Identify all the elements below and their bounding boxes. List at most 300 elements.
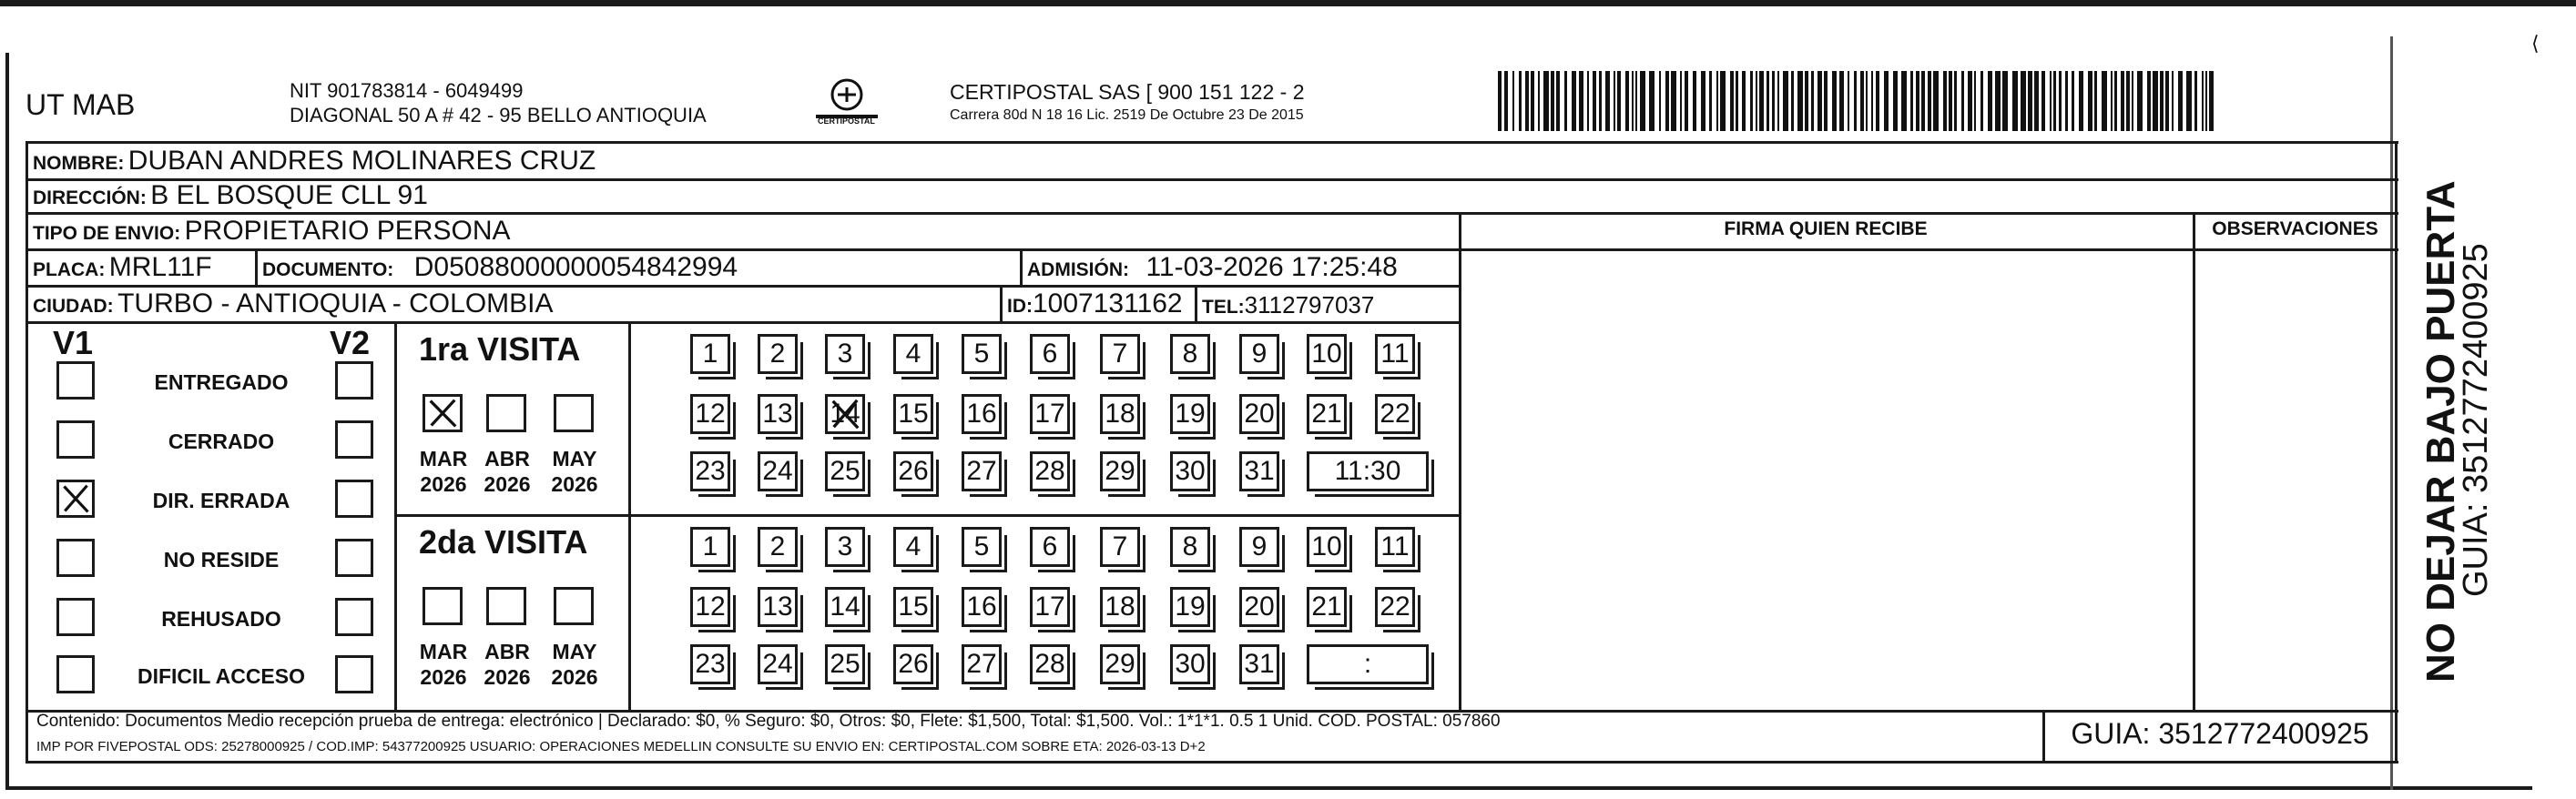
day-cell[interactable] <box>962 451 1002 491</box>
col-line <box>255 248 258 285</box>
barcode-bar <box>2072 71 2074 131</box>
day-cell[interactable] <box>1030 334 1070 374</box>
day-cell[interactable] <box>1030 394 1070 434</box>
tel-label: TEL: <box>1202 297 1245 318</box>
v1-checkbox[interactable] <box>56 598 95 636</box>
day-number: 8 <box>1182 531 1198 561</box>
barcode-bar <box>1632 71 1634 131</box>
barcode-bar <box>2102 71 2107 131</box>
right-frame <box>2390 36 2393 790</box>
col-line <box>1195 285 1197 321</box>
day-number: 26 <box>898 456 929 486</box>
barcode-bar <box>2079 71 2083 131</box>
status-option-label: ENTREGADO <box>154 370 289 394</box>
day-cell[interactable] <box>962 394 1002 434</box>
day-cell[interactable] <box>690 644 730 684</box>
v2-checkbox[interactable] <box>335 361 373 400</box>
day-number: 14 <box>830 399 860 429</box>
x-mark-icon <box>59 482 92 515</box>
day-cell[interactable] <box>1170 644 1210 684</box>
barcode-bar <box>1720 71 1726 131</box>
day-cell[interactable] <box>1239 394 1279 434</box>
day-number: 24 <box>762 456 793 486</box>
day-cell[interactable] <box>825 394 865 434</box>
day-cell[interactable] <box>825 334 865 374</box>
tel-row <box>1202 291 1374 319</box>
day-cell[interactable] <box>1239 451 1279 491</box>
barcode-bar <box>1538 71 1540 131</box>
day-number: 23 <box>695 649 726 679</box>
observaciones-header: OBSERVACIONES <box>2212 218 2378 239</box>
barcode-bar <box>1709 71 1712 131</box>
year-label: 2026 <box>551 472 598 496</box>
day-number: 19 <box>1175 592 1206 622</box>
day-cell[interactable] <box>1170 527 1210 567</box>
day-cell[interactable] <box>962 587 1002 627</box>
day-cell[interactable] <box>1100 587 1140 627</box>
day-cell[interactable] <box>1100 527 1140 567</box>
day-cell[interactable] <box>825 527 865 567</box>
day-number: 11 <box>1380 339 1410 369</box>
day-cell[interactable] <box>1170 394 1210 434</box>
left-frame <box>5 53 9 790</box>
day-number: 15 <box>898 399 929 429</box>
barcode-bar <box>1974 71 1976 131</box>
day-cell[interactable] <box>893 587 933 627</box>
v2-checkbox[interactable] <box>335 480 373 518</box>
barcode-bar <box>1543 71 1549 131</box>
barcode-bar <box>1730 71 1734 131</box>
col-line <box>1020 248 1023 285</box>
v2-checkbox[interactable] <box>335 598 373 636</box>
day-cell[interactable] <box>1307 334 1347 374</box>
barcode-bar <box>1839 71 1844 131</box>
company-name: CERTIPOSTAL SAS [ 900 151 122 - 2 <box>950 80 1305 104</box>
day-cell[interactable] <box>1030 644 1070 684</box>
ciudad-row <box>33 288 554 319</box>
day-number: 20 <box>1244 592 1275 622</box>
day-number: 24 <box>762 649 793 679</box>
day-number: 18 <box>1105 399 1135 429</box>
v1-checkbox[interactable] <box>56 420 95 459</box>
day-cell[interactable] <box>825 644 865 684</box>
nombre-value: DUBAN ANDRES MOLINARES CRUZ <box>127 146 596 176</box>
v1-label: V1 <box>53 324 94 361</box>
day-cell[interactable] <box>690 451 730 491</box>
status-option-label: DIFICIL ACCESO <box>137 664 305 688</box>
barcode-bar <box>1680 71 1682 131</box>
barcode-bar <box>1921 71 1925 131</box>
barcode-bar <box>1512 71 1514 131</box>
sender-nit: NIT 901783814 - 6049499 <box>290 79 524 102</box>
barcode-bar <box>1797 71 1803 131</box>
sender-address: DIAGONAL 50 A # 42 - 95 BELLO ANTIOQUIA <box>290 104 707 126</box>
side-warning: NO DEJAR BAJO PUERTA <box>2418 180 2463 683</box>
barcode-bar <box>1605 71 1610 131</box>
barcode-bar <box>2094 71 2097 131</box>
day-cell[interactable] <box>758 451 798 491</box>
barcode-bar <box>2121 71 2124 131</box>
x-mark-icon <box>828 397 862 431</box>
logo-text: CERTIPOSTAL <box>818 116 875 126</box>
id-row <box>1007 288 1183 319</box>
placa-row <box>33 252 212 283</box>
barcode-bar <box>1767 71 1769 131</box>
barcode-bar <box>1791 71 1794 131</box>
day-cell[interactable] <box>1239 587 1279 627</box>
barcode-bar <box>2165 71 2169 131</box>
barcode-bar <box>2160 71 2164 131</box>
barcode-bar <box>2012 71 2018 131</box>
documento-value: D05088000000054842994 <box>413 252 738 282</box>
day-number: 3 <box>837 531 853 561</box>
barcode-bar <box>1854 71 1857 131</box>
firma-header: FIRMA QUIEN RECIBE <box>1724 218 1928 239</box>
day-cell[interactable] <box>690 334 730 374</box>
day-number: 11 <box>1380 531 1410 561</box>
day-cell[interactable] <box>962 527 1002 567</box>
year-label: 2026 <box>420 665 467 689</box>
barcode-bar <box>1933 71 1939 131</box>
day-cell[interactable] <box>825 587 865 627</box>
day-cell[interactable] <box>1307 394 1347 434</box>
year-label: 2026 <box>420 472 467 496</box>
month-label: ABR <box>484 447 530 470</box>
barcode-bar <box>1811 71 1814 131</box>
barcode-bar <box>1916 71 1919 131</box>
day-number: 16 <box>966 399 997 429</box>
day-number: 31 <box>1244 649 1275 679</box>
table-left <box>25 141 28 713</box>
barcode-bar <box>1980 71 1983 131</box>
day-number: 15 <box>898 592 929 622</box>
barcode-bar <box>1949 71 1952 131</box>
time-field[interactable] <box>1307 451 1429 491</box>
barcode-bar <box>1599 71 1602 131</box>
barcode-bar <box>2147 71 2151 131</box>
day-number: 13 <box>762 592 793 622</box>
v1-checkbox[interactable] <box>56 361 95 400</box>
day-number: 6 <box>1042 339 1058 369</box>
v2-label: V2 <box>330 324 371 361</box>
day-cell[interactable] <box>1307 527 1347 567</box>
day-cell[interactable] <box>1170 587 1210 627</box>
barcode-bar <box>1531 71 1534 131</box>
day-number: 26 <box>898 649 929 679</box>
v1-checkbox[interactable] <box>56 655 95 693</box>
top-border <box>0 0 2576 6</box>
barcode-bar <box>1884 71 1889 131</box>
time-field[interactable] <box>1307 644 1429 684</box>
ciudad-label: CIUDAD: <box>33 296 114 317</box>
day-number: 9 <box>1251 339 1268 369</box>
day-cell[interactable] <box>893 527 933 567</box>
day-number: 2 <box>769 531 786 561</box>
barcode-bar <box>1659 71 1661 131</box>
month-checkbox[interactable] <box>486 394 526 432</box>
month-checkbox[interactable] <box>554 394 594 432</box>
day-number: 27 <box>966 456 997 486</box>
month-checkbox[interactable] <box>423 587 463 625</box>
day-number: 30 <box>1175 649 1206 679</box>
day-number: 25 <box>830 649 860 679</box>
barcode-bar <box>1593 71 1596 131</box>
barcode-bar <box>2202 71 2204 131</box>
barcode-bar <box>1995 71 2001 131</box>
day-cell[interactable] <box>1100 394 1140 434</box>
barcode-bar <box>1968 71 1972 131</box>
day-cell[interactable] <box>1239 644 1279 684</box>
barcode-bar <box>1640 71 1645 131</box>
barcode-bar <box>1759 71 1764 131</box>
status-option-label: NO RESIDE <box>163 548 280 571</box>
barcode-bar <box>1910 71 1913 131</box>
documento-label: DOCUMENTO: <box>262 259 394 280</box>
month-item <box>543 639 606 690</box>
month-label: MAY <box>552 447 597 470</box>
day-cell[interactable] <box>758 394 798 434</box>
side-guia: GUIA: 3512772400925 <box>2457 243 2495 597</box>
admision-value: 11-03-2026 17:25:48 <box>1145 252 1398 282</box>
day-number: 8 <box>1182 339 1198 369</box>
day-number: 1 <box>702 531 718 561</box>
barcode-bar <box>1519 71 1522 131</box>
day-number: 10 <box>1311 531 1342 561</box>
time-value: 11:30 <box>1334 456 1401 486</box>
barcode-bar <box>2132 71 2133 131</box>
row-line <box>394 514 1461 517</box>
day-number: 25 <box>830 456 860 486</box>
barcode-bar <box>1817 71 1822 131</box>
bottom-frame <box>5 786 2532 790</box>
day-number: 29 <box>1105 456 1135 486</box>
year-label: 2026 <box>484 665 531 689</box>
day-cell[interactable] <box>1307 587 1347 627</box>
day-number: 1 <box>702 339 718 369</box>
barcode-bar <box>2209 71 2214 131</box>
barcode-bar <box>1777 71 1779 131</box>
ciudad-value: TURBO - ANTIOQUIA - COLOMBIA <box>117 288 554 319</box>
year-label: 2026 <box>551 665 598 689</box>
day-cell[interactable] <box>1239 527 1279 567</box>
barcode-bar <box>2050 71 2052 131</box>
barcode-bar <box>1783 71 1788 131</box>
day-cell[interactable] <box>1239 334 1279 374</box>
day-cell[interactable] <box>1030 587 1070 627</box>
col-line <box>394 321 397 713</box>
day-cell[interactable] <box>1030 451 1070 491</box>
day-number: 2 <box>769 339 786 369</box>
month-item <box>475 639 539 690</box>
barcode-bar <box>1498 71 1502 131</box>
day-cell[interactable] <box>1375 394 1415 434</box>
month-checkbox[interactable] <box>554 587 594 625</box>
admision-label: ADMISIÓN: <box>1027 259 1129 280</box>
month-checkbox[interactable] <box>423 394 463 432</box>
direccion-label: DIRECCIÓN: <box>33 187 147 208</box>
barcode-bar <box>2021 71 2026 131</box>
barcode-bar <box>1876 71 1879 131</box>
status-option-label: DIR. ERRADA <box>152 489 290 512</box>
month-label: MAR <box>419 640 468 663</box>
corner-mark: ⟨ <box>2531 32 2540 55</box>
day-cell[interactable] <box>893 334 933 374</box>
day-cell[interactable] <box>1100 334 1140 374</box>
barcode-bar <box>1756 71 1757 131</box>
barcode-bar <box>1893 71 1898 131</box>
day-cell[interactable] <box>1375 334 1415 374</box>
row-line <box>1457 178 2398 181</box>
col-line <box>628 321 631 713</box>
barcode-bar <box>2065 71 2068 131</box>
day-cell[interactable] <box>1030 527 1070 567</box>
day-number: 18 <box>1105 592 1135 622</box>
placa-value: MRL11F <box>108 252 212 282</box>
day-number: 3 <box>837 339 853 369</box>
v1-checkbox[interactable] <box>56 480 95 518</box>
day-cell[interactable] <box>1170 451 1210 491</box>
day-cell[interactable] <box>1170 334 1210 374</box>
day-number: 21 <box>1311 592 1342 622</box>
day-cell[interactable] <box>1375 587 1415 627</box>
row-line <box>25 212 2398 215</box>
barcode-bar <box>2178 71 2183 131</box>
tipo-row <box>33 216 511 247</box>
col-line <box>2395 141 2398 763</box>
day-cell[interactable] <box>1100 644 1140 684</box>
barcode-bar <box>1572 71 1576 131</box>
month-label: ABR <box>484 640 530 663</box>
tel-value: 3112797037 <box>1244 291 1375 319</box>
day-cell[interactable] <box>825 451 865 491</box>
day-cell[interactable] <box>962 334 1002 374</box>
day-number: 6 <box>1042 531 1058 561</box>
barcode-bar <box>1671 71 1676 131</box>
day-cell[interactable] <box>962 644 1002 684</box>
barcode-bar <box>1901 71 1907 131</box>
day-cell[interactable] <box>893 451 933 491</box>
day-cell[interactable] <box>758 334 798 374</box>
day-number: 19 <box>1175 399 1206 429</box>
day-cell[interactable] <box>758 644 798 684</box>
barcode-bar <box>1860 71 1864 131</box>
barcode-bar <box>2034 71 2039 131</box>
barcode-bar <box>1742 71 1746 131</box>
month-label: MAY <box>552 640 597 663</box>
direccion-value: B EL BOSQUE CLL 91 <box>150 180 428 210</box>
barcode-bar <box>1701 71 1705 131</box>
day-cell[interactable] <box>690 394 730 434</box>
day-number: 9 <box>1251 531 1268 561</box>
barcode-bar <box>1579 71 1583 131</box>
day-cell[interactable] <box>893 644 933 684</box>
direccion-row <box>33 180 428 211</box>
v1-checkbox[interactable] <box>56 539 95 577</box>
barcode-bar <box>1625 71 1629 131</box>
day-cell[interactable] <box>893 394 933 434</box>
barcode-bar <box>1649 71 1655 131</box>
footer-contenido: Contenido: Documentos Medio recepción prueba de entrega: electrónico | Declarado: $0, % Seguro: $0, Otros: $0, Flete: $1,500, Total: $1,500. Vol.: 1*1*1. 0.5 1 Unid. COD. POSTAL: 057860 <box>36 712 1501 731</box>
day-number: 5 <box>973 531 990 561</box>
v2-checkbox[interactable] <box>335 539 373 577</box>
day-number: 7 <box>1112 339 1128 369</box>
month-checkbox[interactable] <box>486 587 526 625</box>
day-number: 22 <box>1380 399 1410 429</box>
barcode-bar <box>1564 71 1567 131</box>
col-line <box>1459 212 1461 713</box>
tipo-value: PROPIETARIO PERSONA <box>184 216 511 246</box>
barcode-bar <box>1824 71 1828 131</box>
sender-name: UT MAB <box>25 88 136 121</box>
visit-title: 1ra VISITA <box>419 330 581 368</box>
v2-checkbox[interactable] <box>335 655 373 693</box>
barcode-bar <box>1848 71 1849 131</box>
barcode-bar <box>2059 71 2062 131</box>
day-cell[interactable] <box>758 587 798 627</box>
time-value: : <box>1363 649 1372 679</box>
barcode-bar <box>2002 71 2008 131</box>
barcode-bar <box>2041 71 2045 131</box>
day-cell[interactable] <box>1100 451 1140 491</box>
day-cell[interactable] <box>758 527 798 567</box>
barcode <box>1498 71 2226 135</box>
status-option-label: REHUSADO <box>161 607 281 631</box>
month-item <box>543 446 606 497</box>
day-number: 4 <box>905 339 921 369</box>
v2-checkbox[interactable] <box>335 420 373 459</box>
table-top <box>25 141 2398 144</box>
barcode-bar <box>1736 71 1738 131</box>
nombre-row <box>33 146 596 177</box>
month-label: MAR <box>419 447 468 470</box>
barcode-bar <box>1635 71 1637 131</box>
barcode-bar <box>1750 71 1753 131</box>
barcode-bar <box>1988 71 1992 131</box>
day-cell[interactable] <box>690 587 730 627</box>
barcode-bar <box>2153 71 2158 131</box>
day-number: 17 <box>1034 592 1065 622</box>
day-cell[interactable] <box>690 527 730 567</box>
id-label: ID: <box>1007 296 1033 317</box>
barcode-bar <box>1617 71 1621 131</box>
day-number: 23 <box>695 456 726 486</box>
barcode-bar <box>1716 71 1718 131</box>
day-number: 31 <box>1244 456 1275 486</box>
barcode-bar <box>2111 71 2113 131</box>
barcode-bar <box>2088 71 2092 131</box>
barcode-bar <box>2194 71 2197 131</box>
barcode-bar <box>1943 71 1947 131</box>
barcode-bar <box>1525 71 1529 131</box>
day-cell[interactable] <box>1375 527 1415 567</box>
visit-title: 2da VISITA <box>419 523 588 561</box>
day-number: 27 <box>966 649 997 679</box>
day-number: 10 <box>1311 339 1342 369</box>
barcode-bar <box>1772 71 1775 131</box>
barcode-bar <box>1551 71 1554 131</box>
day-number: 4 <box>905 531 921 561</box>
documento-row <box>262 252 738 283</box>
day-number: 20 <box>1244 399 1275 429</box>
year-label: 2026 <box>484 472 531 496</box>
barcode-bar <box>1866 71 1868 131</box>
barcode-bar <box>1685 71 1688 131</box>
row-line <box>25 248 2398 251</box>
barcode-bar <box>2205 71 2207 131</box>
day-number: 22 <box>1380 592 1410 622</box>
nombre-label: NOMBRE: <box>33 153 125 174</box>
id-value: 1007131162 <box>1033 288 1183 319</box>
